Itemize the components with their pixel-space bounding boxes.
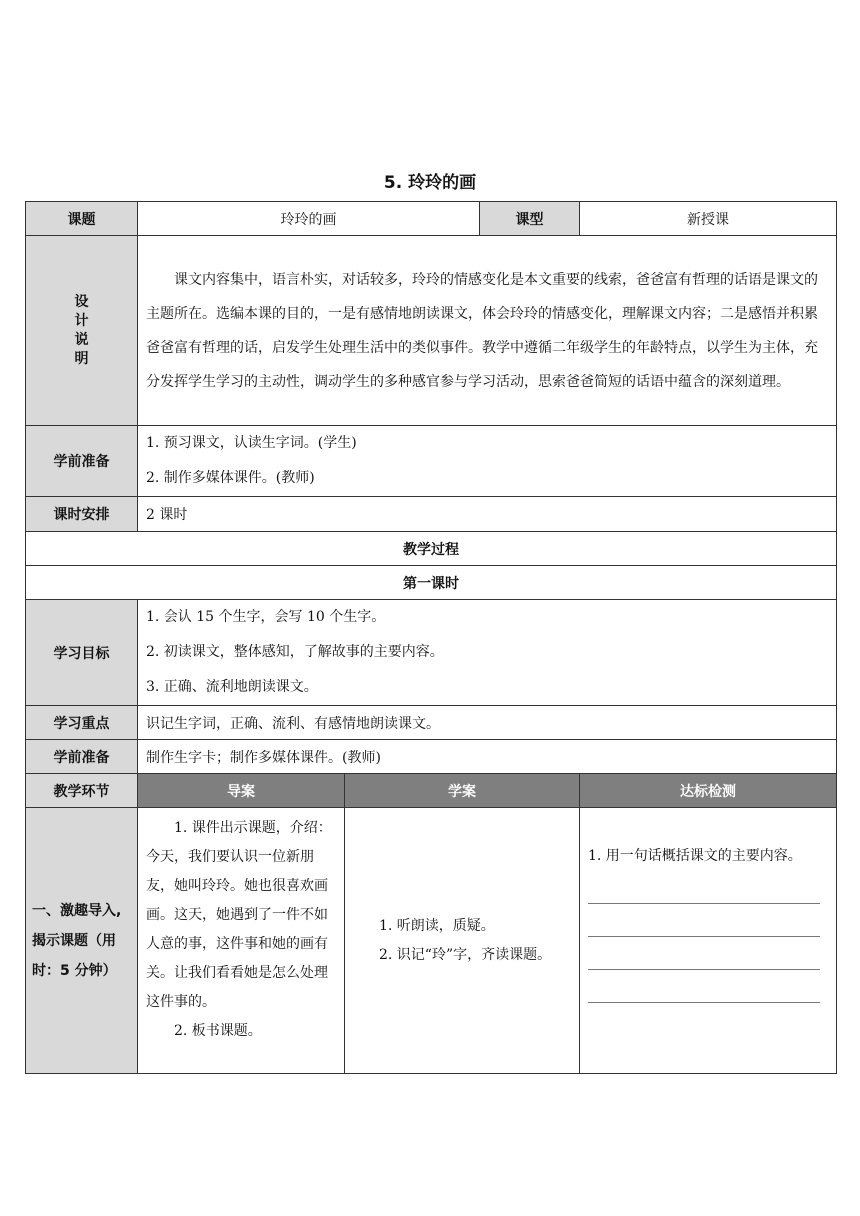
goals-label: 学习目标 xyxy=(26,600,138,706)
lesson-plan-table xyxy=(25,201,837,1074)
focus-value: 识记生字词，正确、流利、有感情地朗读课文。 xyxy=(138,706,837,740)
list-item: 1. 会认 15 个生字，会写 10 个生字。 xyxy=(146,609,386,625)
step1-study xyxy=(345,808,580,1074)
process-header-row xyxy=(26,774,837,808)
list-item: 1. 预习课文，认读生字词。(学生) xyxy=(146,435,357,451)
guide-paragraph: 2. 板书课题。 xyxy=(174,1023,262,1039)
step1-row xyxy=(26,808,837,1074)
check-question: 1. 用一句话概括课文的主要内容。 xyxy=(588,848,802,864)
process-title-row xyxy=(26,532,837,566)
step1-label: 一、激趣导入,揭示课题（用时：5 分钟） xyxy=(26,808,138,1074)
prep2-label: 学前准备 xyxy=(26,740,138,774)
study-paragraph: 2. 识记“玲”字，齐读课题。 xyxy=(379,946,552,963)
step1-guide xyxy=(138,808,345,1074)
type-label: 课型 xyxy=(480,202,580,236)
answer-line xyxy=(588,1002,820,1003)
prep-row xyxy=(26,426,837,497)
list-item: 2. 初读课文，整体感知，了解故事的主要内容。 xyxy=(146,644,444,660)
schedule-value: 2 课时 xyxy=(138,497,837,532)
topic-row xyxy=(26,202,837,236)
focus-row xyxy=(26,706,837,740)
answer-line xyxy=(588,969,820,970)
design-label-char: 说 xyxy=(74,331,89,348)
schedule-row xyxy=(26,497,837,532)
prep-label: 学前准备 xyxy=(26,426,138,497)
goals-row xyxy=(26,600,837,706)
lesson-title: 第一课时 xyxy=(26,566,837,600)
design-label-char: 计 xyxy=(74,312,89,329)
process-title: 教学过程 xyxy=(26,532,837,566)
answer-line xyxy=(588,936,820,937)
page-title: 5. 玲玲的画 xyxy=(383,173,477,193)
list-item: 2. 制作多媒体课件。(教师) xyxy=(146,470,315,486)
schedule-label: 课时安排 xyxy=(26,497,138,532)
focus-label: 学习重点 xyxy=(26,706,138,740)
prep-list xyxy=(138,426,837,497)
design-label-char: 明 xyxy=(74,350,89,367)
step-header: 教学环节 xyxy=(26,774,138,808)
type-value: 新授课 xyxy=(580,202,837,236)
guide-header: 导案 xyxy=(138,774,345,808)
goals-list xyxy=(138,600,837,706)
step1-check xyxy=(580,808,837,1074)
prep2-row xyxy=(26,740,837,774)
topic-value: 玲玲的画 xyxy=(138,202,480,236)
design-label-char: 设 xyxy=(74,293,89,310)
design-text: 课文内容集中，语言朴实，对话较多，玲玲的情感变化是本文重要的线索，爸爸富有哲理的话语是课文的主题所在。选编本课的目的，一是有感情地朗读课文，体会玲玲的情感变化，理解课文内容；二是感悟并积累爸爸富有哲理的话，启发学生处理生活中的类似事件。教学中遵循二年级学生的年龄特点，以学生为主体，充分发挥学生学习的主动性，调动学生的多种感官参与学习活动，思索爸爸简短的话语中蕴含的深刻道理。 xyxy=(138,236,837,426)
list-item: 3. 正确、流利地朗读课文。 xyxy=(146,679,318,695)
design-label xyxy=(26,236,138,426)
prep2-value: 制作生字卡；制作多媒体课件。(教师) xyxy=(138,740,837,774)
lesson-title-row xyxy=(26,566,837,600)
answer-line xyxy=(588,903,820,904)
design-row xyxy=(26,236,837,426)
check-header: 达标检测 xyxy=(580,774,837,808)
guide-paragraph: 1. 课件出示课题，介绍：今天，我们要认识一位新朋友，她叫玲玲。她也很喜欢画画。这天，她遇到了一件不如人意的事，这件事和她的画有关。让我们看看她是怎么处理这件事的。 xyxy=(146,820,332,1010)
study-paragraph: 1. 听朗读，质疑。 xyxy=(379,917,495,934)
study-header: 学案 xyxy=(345,774,580,808)
topic-label: 课题 xyxy=(26,202,138,236)
